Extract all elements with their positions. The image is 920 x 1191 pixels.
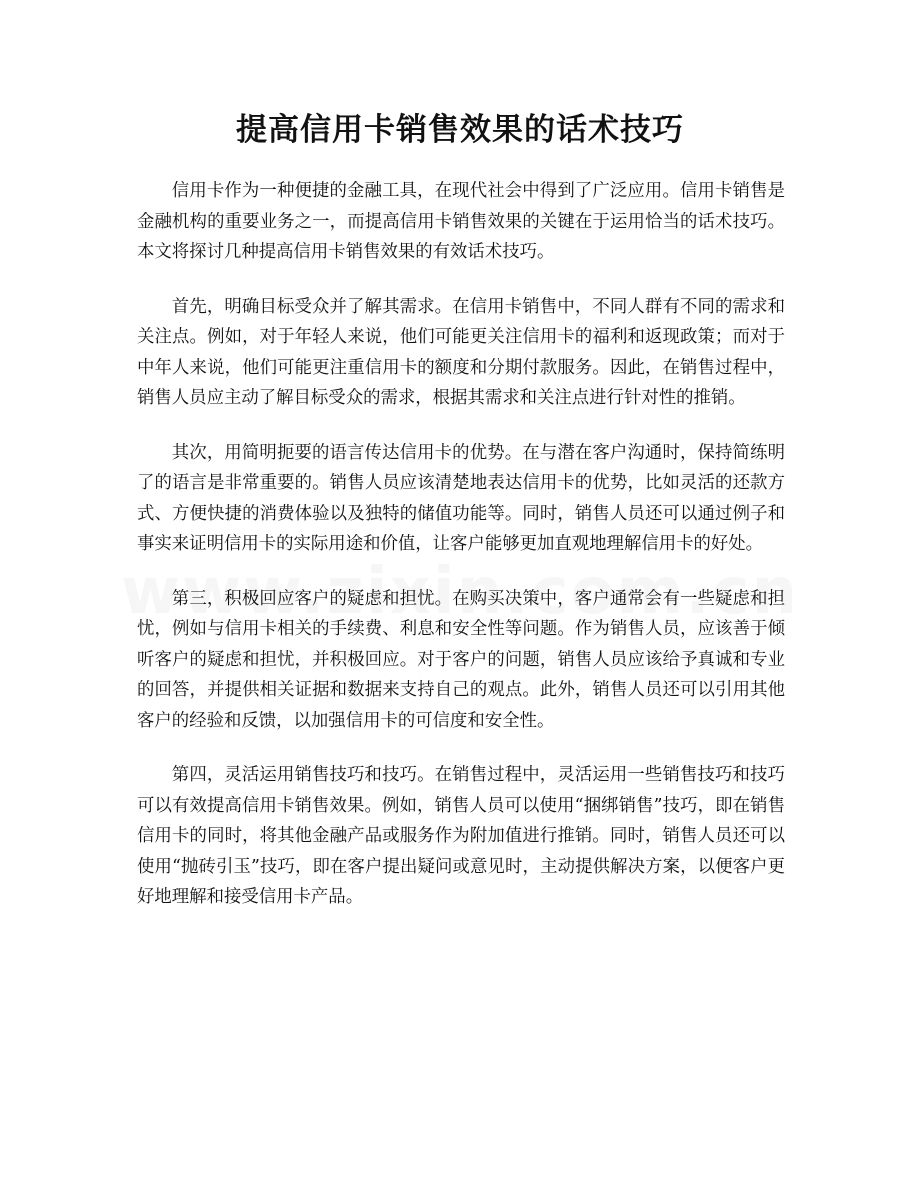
paragraph-fourth-point: 第四，灵活运用销售技巧和技巧。在销售过程中，灵活运用一些销售技巧和技巧可以有效提高信用卡销售效果。例如，销售人员可以使用“捆绑销售”技巧，即在销售信用卡的同时，将其他金融产品或服务作为附加值进行推销。同时，销售人员还可以使用“抛砖引玉”技巧，即在客户提出疑问或意见时，主动提供解决方案，以便客户更好地理解和接受信用卡产品。	[137, 765, 785, 907]
paragraph-second-point: 其次，用简明扼要的语言传达信用卡的优势。在与潜在客户沟通时，保持简练明了的语言是非常重要的。销售人员应该清楚地表达信用卡的优势，比如灵活的还款方式、方便快捷的消费体验以及独特的储值功能等。同时，销售人员还可以通过例子和事实来证明信用卡的实际用途和价值，让客户能够更加直观地理解信用卡的好处。	[137, 442, 785, 554]
paragraph-intro: 信用卡作为一种便捷的金融工具，在现代社会中得到了广泛应用。信用卡销售是金融机构的重要业务之一，而提高信用卡销售效果的关键在于运用恰当的话术技巧。本文将探讨几种提高信用卡销售效果的有效话术技巧。	[137, 181, 785, 262]
paragraph-third-point: 第三，积极回应客户的疑虑和担忧。在购买决策中，客户通常会有一些疑虑和担忧，例如与信用卡相关的手续费、利息和安全性等问题。作为销售人员，应该善于倾听客户的疑虑和担忧，并积极回应。对于客户的问题，销售人员应该给予真诚和专业的回答，并提供相关证据和数据来支持自己的观点。此外，销售人员还可以引用其他客户的经验和反馈，以加强信用卡的可信度和安全性。	[137, 588, 785, 731]
document-title: 提高信用卡销售效果的话术技巧	[236, 112, 684, 148]
document-body	[137, 176, 785, 937]
paragraph-first-point: 首先，明确目标受众并了解其需求。在信用卡销售中，不同人群有不同的需求和关注点。例如，对于年轻人来说，他们可能更关注信用卡的福利和返现政策；而对于中年人来说，他们可能更注重信用卡的额度和分期付款服务。因此，在销售过程中，销售人员应主动了解目标受众的需求，根据其需求和关注点进行针对性的推销。	[137, 296, 785, 408]
